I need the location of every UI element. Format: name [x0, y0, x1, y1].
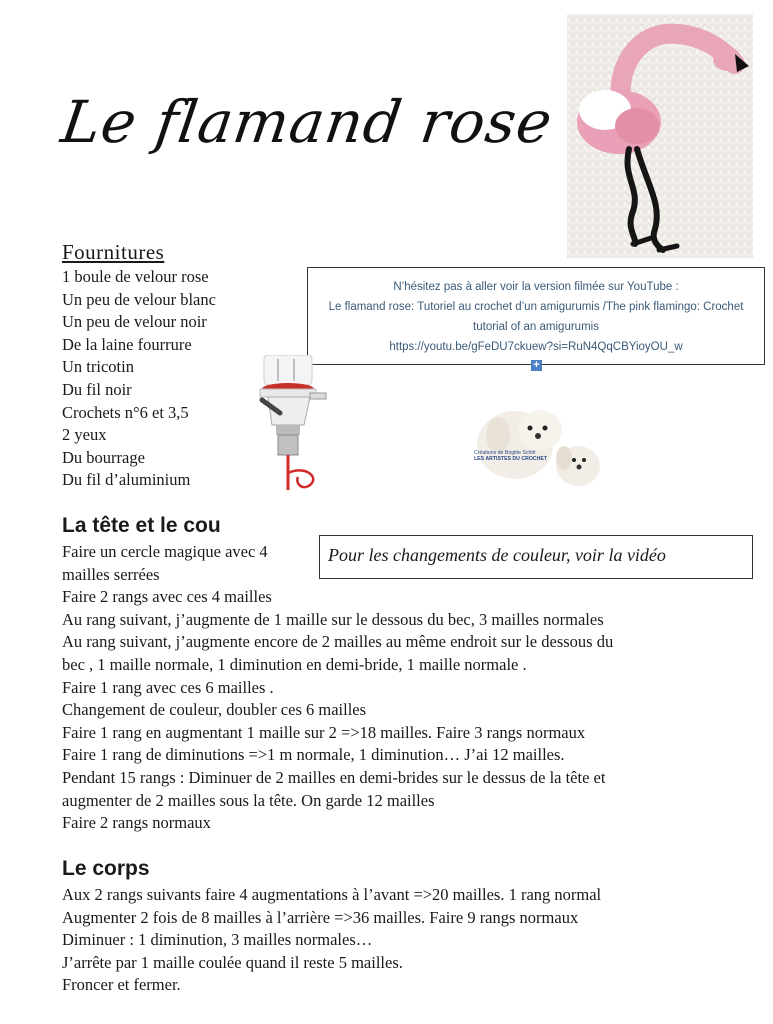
video-link[interactable]: https://youtu.be/gFeDU7ckuew?si=RuN4QqCBYioyOU_w [389, 341, 683, 353]
color-note: Pour les changements de couleur, voir la vidéo [328, 545, 666, 565]
instruction-line: bec , 1 maille normale, 1 diminution en demi-bride, 1 maille normale . [62, 654, 527, 674]
video-title: Le flamand rose: Tutoriel au crochet d’un amigurumis /The pink flamingo: Crochet [328, 301, 744, 313]
body-instructions [62, 884, 601, 997]
list-item: Du fil noir [62, 379, 132, 399]
plus-icon[interactable]: + [531, 360, 542, 371]
list-item: Un peu de velour blanc [62, 289, 216, 309]
video-title-cont: tutorial of an amigurumis [473, 321, 599, 333]
instruction-line: mailles serrées [62, 564, 160, 584]
tricotin-image [250, 355, 328, 495]
list-item: 1 boule de velour rose [62, 267, 209, 286]
dogs-caption-line2: LES ARTISTES DU CROCHET [474, 456, 548, 462]
video-intro: N’hésitez pas à aller voir la version filmée sur YouTube : [393, 281, 679, 293]
flamingo-photo [567, 14, 753, 258]
page-title: Le flamand rose [57, 88, 557, 156]
instruction-line: Changement de couleur, doubler ces 6 mailles [62, 700, 367, 720]
instruction-line: Pendant 15 rangs : Diminuer de 2 mailles en demi-brides sur le dessus de la tête et [62, 767, 606, 787]
list-item: Un tricotin [62, 357, 134, 377]
instruction-line: Faire 2 rangs avec ces 4 mailles [62, 587, 272, 607]
instruction-line: Faire un cercle magique avec 4 [62, 542, 268, 561]
instruction-line: Au rang suivant, j’augmente de 1 maille sur le dessous du bec, 3 mailles normales [62, 609, 604, 629]
instruction-line: Faire 1 rang en augmentant 1 maille sur 2 =>18 mailles. Faire 3 rangs normaux [62, 722, 586, 742]
head-section-heading: La tête et le cou [62, 514, 221, 537]
list-item: Du fil d’aluminium [62, 470, 191, 490]
instruction-line: augmenter de 2 mailles sous la tête. On garde 12 mailles [62, 790, 435, 810]
instruction-line: Aux 2 rangs suivants faire 4 augmentations à l’avant =>20 mailles. 1 rang normal [62, 885, 602, 904]
supplies-heading: Fournitures [62, 240, 165, 264]
video-info-box [307, 267, 765, 365]
instruction-line: Froncer et fermer. [62, 975, 181, 995]
dogs-caption-line1: Créations de Brigitte Schitt [474, 450, 536, 456]
instruction-line: Faire 1 rang avec ces 6 mailles . [62, 677, 274, 697]
head-instructions [62, 541, 613, 835]
instruction-line: Diminuer : 1 diminution, 3 mailles normales… [62, 930, 373, 950]
supplies-list [62, 266, 216, 492]
body-section-heading: Le corps [62, 857, 150, 880]
list-item: Un peu de velour noir [62, 312, 207, 332]
list-item: Du bourrage [62, 447, 145, 467]
instruction-line: J’arrête par 1 maille coulée quand il reste 5 mailles. [62, 952, 403, 972]
instruction-line: Augmenter 2 fois de 8 mailles à l’arrière =>36 mailles. Faire 9 rangs normaux [62, 907, 579, 927]
instruction-line: Au rang suivant, j’augmente encore de 2 mailles au même endroit sur le dessous du [62, 632, 614, 652]
list-item: 2 yeux [62, 425, 107, 445]
list-item: Crochets n°6 et 3,5 [62, 402, 189, 422]
instruction-line: Faire 2 rangs normaux [62, 813, 211, 833]
dogs-image [470, 400, 605, 495]
list-item: De la laine fourrure [62, 334, 192, 354]
instruction-line: Faire 1 rang de diminutions =>1 m normale, 1 diminution… J’ai 12 mailles. [62, 745, 565, 765]
